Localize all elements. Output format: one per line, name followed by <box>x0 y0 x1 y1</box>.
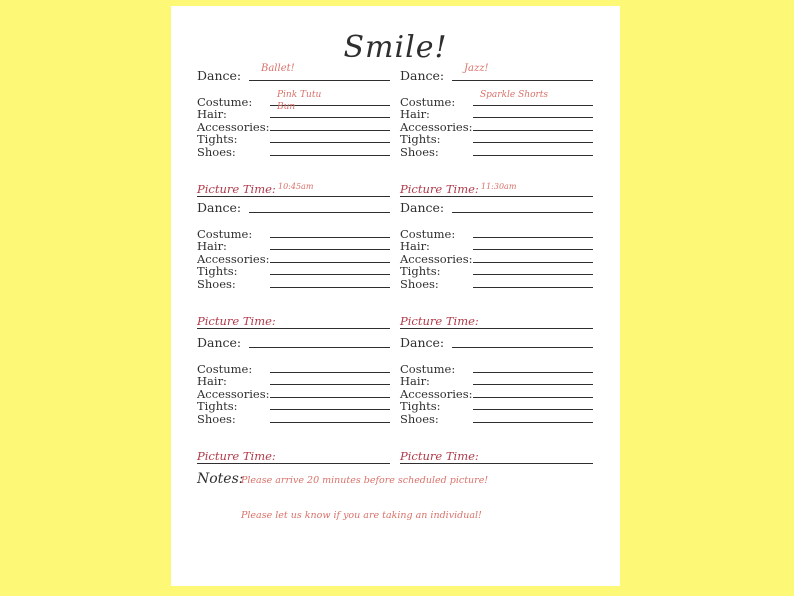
costume-label: Costume: <box>400 95 456 109</box>
costume-value: Pink Tutu <box>277 90 322 100</box>
costume-field-line[interactable] <box>473 105 593 106</box>
accessories-field-line[interactable] <box>473 130 593 131</box>
shoes-label: Shoes: <box>197 144 236 159</box>
costume-label: Costume: <box>197 227 253 241</box>
shoes-label: Shoes: <box>197 276 236 291</box>
shoes-field-line[interactable] <box>270 155 390 156</box>
picture-time-field-line[interactable] <box>400 463 593 464</box>
costume-value: Sparkle Shorts <box>480 90 549 100</box>
picture-time-field-line[interactable] <box>197 328 390 329</box>
tights-field-line[interactable] <box>270 409 390 410</box>
page-title: Smile! <box>343 30 448 65</box>
picture-time-field-line[interactable] <box>197 463 390 464</box>
hair-field-line[interactable] <box>473 249 593 250</box>
costume-field-line[interactable] <box>270 372 390 373</box>
note-line-2: Please let us know if you are taking an individual! <box>241 510 482 521</box>
hair-field-line[interactable] <box>473 117 593 118</box>
costume-field-line[interactable] <box>473 237 593 238</box>
costume-label: Costume: <box>400 227 456 241</box>
picture-time-field-line[interactable] <box>197 196 390 197</box>
accessories-label: Accessories: <box>400 386 473 401</box>
hair-field-line[interactable] <box>270 384 390 385</box>
hair-label: Hair: <box>400 107 430 122</box>
shoes-field-line[interactable] <box>473 287 593 288</box>
dance-label: Dance: <box>400 335 445 350</box>
tights-field-line[interactable] <box>473 274 593 275</box>
costume-field-line[interactable] <box>473 372 593 373</box>
tights-field-line[interactable] <box>270 274 390 275</box>
hair-value: Bun <box>277 102 296 113</box>
dance-field-line[interactable] <box>249 347 390 348</box>
dance-label: Dance: <box>197 200 242 215</box>
accessories-label: Accessories: <box>197 386 270 401</box>
picture-time-field-line[interactable] <box>400 328 593 329</box>
costume-label: Costume: <box>400 362 456 376</box>
hair-label: Hair: <box>197 374 227 389</box>
dance-value: Ballet! <box>261 63 295 74</box>
accessories-field-line[interactable] <box>270 397 390 398</box>
shoes-label: Shoes: <box>400 411 439 426</box>
shoes-field-line[interactable] <box>473 155 593 156</box>
dance-field-line[interactable] <box>452 347 593 348</box>
hair-field-line[interactable] <box>270 117 390 118</box>
picture-time-label: Picture Time: <box>400 449 479 463</box>
costume-label: Costume: <box>197 95 253 109</box>
shoes-field-line[interactable] <box>270 287 390 288</box>
tights-label: Tights: <box>400 399 441 414</box>
accessories-label: Accessories: <box>400 251 473 266</box>
tights-field-line[interactable] <box>473 409 593 410</box>
tights-label: Tights: <box>400 132 441 147</box>
hair-label: Hair: <box>197 107 227 122</box>
costume-label: Costume: <box>197 362 253 376</box>
picture-time-label: Picture Time: <box>400 182 479 196</box>
note-line-1: Please arrive 20 minutes before scheduled picture! <box>241 475 489 486</box>
accessories-field-line[interactable] <box>270 130 390 131</box>
dance-field-line[interactable] <box>452 80 593 81</box>
dance-value: Jazz! <box>464 63 489 74</box>
picture-time-label: Picture Time: <box>400 314 479 328</box>
tights-label: Tights: <box>400 264 441 279</box>
accessories-label: Accessories: <box>197 251 270 266</box>
accessories-label: Accessories: <box>197 119 270 134</box>
dance-label: Dance: <box>400 68 445 83</box>
dance-label: Dance: <box>400 200 445 215</box>
hair-field-line[interactable] <box>270 249 390 250</box>
hair-label: Hair: <box>400 374 430 389</box>
tights-field-line[interactable] <box>270 142 390 143</box>
order-form-sheet <box>171 6 620 586</box>
tights-field-line[interactable] <box>473 142 593 143</box>
dance-field-line[interactable] <box>249 80 390 81</box>
picture-time-field-line[interactable] <box>400 196 593 197</box>
shoes-label: Shoes: <box>197 411 236 426</box>
tights-label: Tights: <box>197 264 238 279</box>
accessories-field-line[interactable] <box>270 262 390 263</box>
accessories-field-line[interactable] <box>473 262 593 263</box>
hair-label: Hair: <box>197 239 227 254</box>
shoes-field-line[interactable] <box>473 422 593 423</box>
costume-field-line[interactable] <box>270 237 390 238</box>
dance-field-line[interactable] <box>249 212 390 213</box>
picture-time-label: Picture Time: <box>197 314 276 328</box>
picture-time-value: 11:30am <box>481 182 517 191</box>
picture-time-value: 10:45am <box>278 182 314 191</box>
dance-label: Dance: <box>197 335 242 350</box>
shoes-field-line[interactable] <box>270 422 390 423</box>
notes-label: Notes: <box>197 471 244 487</box>
accessories-field-line[interactable] <box>473 397 593 398</box>
hair-label: Hair: <box>400 239 430 254</box>
tights-label: Tights: <box>197 399 238 414</box>
shoes-label: Shoes: <box>400 144 439 159</box>
shoes-label: Shoes: <box>400 276 439 291</box>
dance-label: Dance: <box>197 68 242 83</box>
picture-time-label: Picture Time: <box>197 449 276 463</box>
dance-field-line[interactable] <box>452 212 593 213</box>
tights-label: Tights: <box>197 132 238 147</box>
accessories-label: Accessories: <box>400 119 473 134</box>
hair-field-line[interactable] <box>473 384 593 385</box>
picture-time-label: Picture Time: <box>197 182 276 196</box>
